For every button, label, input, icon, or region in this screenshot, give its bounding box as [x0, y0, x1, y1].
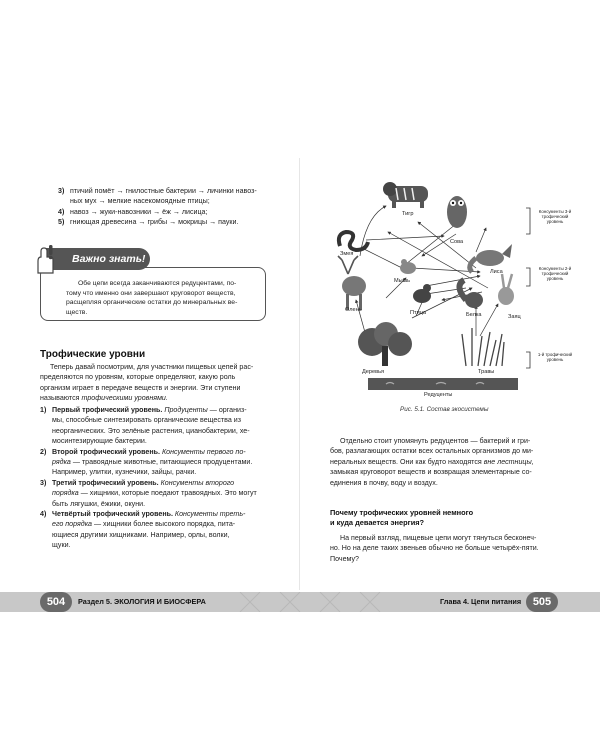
section-heading: Трофические уровни: [40, 349, 146, 360]
exclamation-hand-icon: [32, 243, 62, 275]
levels-list: [40, 405, 276, 551]
mouse-illustration: [400, 259, 416, 274]
deer-illustration: [338, 256, 366, 310]
reducers-strip: [368, 378, 518, 390]
hare-illustration: [498, 274, 514, 305]
level-item: 4) Четвёртый трофический уровень. Консументы треть- его порядка — хищники более высокого порядка, пита- ющиеся другими хищниками. Например, орлы, волки, щуки.: [40, 510, 246, 550]
figure-caption: Рис. 5.1. Состав экосистемы: [400, 406, 489, 413]
footer-section-title: Раздел 5. ЭКОЛОГИЯ И БИОСФЕРА: [78, 597, 206, 606]
chain-item-cont: ных мух → мелкие насекомоядные птицы;: [70, 197, 210, 206]
level-item: 3) Третий трофический уровень. Консументы второго порядка — хищники, которые поедают травоядных. Это могут быть лягушки, ёжики, окуни.: [40, 478, 257, 508]
level-item: 1) Первый трофический уровень. Продуценты — организ- мы, способные синтезировать органические вещества из неорганических. Это зелёные растения, цианобактерии, хе- мосинтезирующие бактерии.: [40, 406, 250, 446]
footer-chapter-title: Глава 4. Цепи питания: [440, 597, 522, 606]
page-number-left: 504: [40, 592, 72, 612]
label-snake: Змея: [340, 251, 354, 257]
note-title: Важно знать!: [42, 248, 150, 270]
tiger-illustration: [383, 182, 428, 208]
energy-paragraph: На первый взгляд, пищевые цепи могут тянуться бесконеч- но. Но на деле таких звеньев обычно не больше четырёх-пяти. Почему?: [330, 534, 539, 563]
label-trees: Деревья: [362, 369, 385, 375]
chain-item: 4) навоз → жуки-навозники → ёж → лисица;: [58, 207, 208, 216]
label-bird: Птица: [410, 310, 427, 316]
chain-item: 5) гниющая древесина → грибы → мокрицы → пауки.: [58, 218, 239, 227]
owl-illustration: [447, 196, 467, 228]
label-level3: Консументы 3-й трофический уровень: [538, 209, 572, 224]
intro-paragraph: Теперь давай посмотрим, для участники пищевых цепей рас- пределяются по уровням, которые определяют, какую роль организм играет в передаче веществ и энергии. Эти ступени называются трофическими уровнями.: [40, 363, 254, 403]
snake-illustration: [339, 232, 368, 250]
label-grass: Травы: [478, 369, 495, 375]
label-level2: Консументы 2-й трофический уровень: [538, 266, 572, 281]
label-level1: 1-й трофический уровень: [537, 352, 573, 362]
level-brackets: [526, 208, 530, 368]
label-hare: Заяц: [508, 314, 521, 320]
question-heading: Почему трофических уровней немного и куда девается энергия?: [330, 508, 474, 528]
trees-illustration: [358, 322, 412, 366]
page-number-right: 505: [526, 592, 558, 612]
label-owl: Сова: [450, 239, 464, 245]
level-item: 2) Второй трофический уровень. Консументы первого по- рядка — травоядные животные, питающиеся продуцентами. Например, улитки, кузнечики, зайцы, рачки.: [40, 447, 253, 477]
squirrel-illustration: [459, 280, 483, 308]
label-mouse: Мышь: [394, 278, 411, 284]
chain-item: 3) птичий помёт → гнилостные бактерии → личинки навоз-: [58, 187, 257, 195]
label-reducers: Редуценты: [424, 392, 453, 398]
bird-illustration: [413, 284, 431, 303]
label-fox: Лиса: [490, 269, 503, 275]
label-tiger: Тигр: [402, 211, 414, 217]
chain-list: [58, 186, 288, 228]
label-deer: Олень: [345, 307, 362, 313]
ecosystem-diagram: [326, 176, 558, 398]
grass-illustration: [462, 328, 504, 366]
reducers-paragraph: Отдельно стоит упомянуть редуцентов — бактерий и гри- бов, разлагающих остатки всех остальных организмов до ми- неральных веществ. Они как будто находятся вне лестницы, замыкая круговорот веществ и возвращая элементарные со- единения в почву, воду и воздух.: [330, 437, 534, 487]
label-squirrel: Белка: [466, 312, 482, 318]
note-text: Обе цепи всегда заканчиваются редуцентами, по- тому что именно они завершают круговорот веществ, расщепляя органические остатки до минеральных ве- ществ.: [66, 280, 238, 316]
page-spine: [299, 158, 300, 590]
